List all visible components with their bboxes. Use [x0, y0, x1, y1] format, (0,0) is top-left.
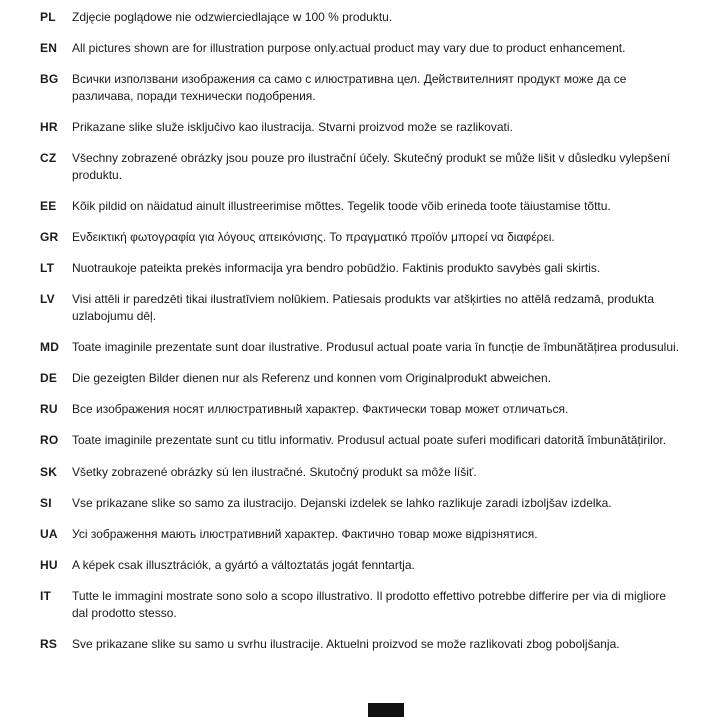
disclaimer-row [40, 119, 680, 136]
language-code: EE [40, 199, 57, 214]
disclaimer-text: Prikazane slike služe isključivo kao ilustracija. Stvarni proizvod može se razlikovati. [72, 120, 513, 135]
language-code: UA [40, 526, 58, 541]
disclaimer-text: Ενδεικτική φωτογραφία για λόγους απεικόνισης. Το πραγματικό προϊόν μπορεί να διαφέρει. [72, 230, 555, 245]
language-code: CZ [40, 151, 57, 166]
language-code: HU [40, 557, 58, 572]
disclaimer-row [40, 150, 680, 184]
language-code: RO [40, 433, 59, 448]
language-code: IT [40, 588, 52, 603]
disclaimer-row [40, 588, 680, 622]
disclaimer-text: Vse prikazane slike so samo za ilustracijo. Dejanski izdelek se lahko razlikuje zaradi izboljšav izdelka. [72, 495, 612, 510]
language-code: DE [40, 371, 58, 386]
disclaimer-row [40, 495, 680, 512]
disclaimer-text: A képek csak illusztrációk, a gyártó a változtatás jogát fenntartja. [72, 557, 415, 572]
disclaimer-row [40, 339, 680, 356]
disclaimer-text: Kõik pildid on näidatud ainult illustreerimise mõttes. Tegelik toode võib erineda toote täiustamise tõttu. [72, 199, 611, 214]
disclaimer-text: Visi attēli ir paredzēti tikai ilustratīviem nolūkiem. Patiesais produkts var atšķirties no attēlā redzamā, produkta uzlabojumu dēļ. [72, 292, 655, 324]
language-code: RS [40, 636, 58, 651]
disclaimer-row [40, 40, 680, 57]
disclaimer-row [40, 229, 680, 246]
language-code: MD [40, 340, 60, 355]
disclaimer-row [40, 291, 680, 325]
disclaimer-text: Sve prikazane slike su samo u svrhu ilustracije. Aktuelni proizvod se može razlikovati zbog poboljšanja. [72, 636, 620, 651]
disclaimer-text: Nuotraukoje pateikta prekės informacija yra bendro pobūdžio. Faktinis produkto savybės gali skirtis. [72, 261, 601, 276]
language-code: EN [40, 41, 58, 56]
language-code: HR [40, 120, 58, 135]
disclaimer-row [40, 526, 680, 543]
disclaimer-row [40, 71, 680, 105]
disclaimer-row [40, 557, 680, 574]
language-code: BG [40, 72, 59, 87]
disclaimer-text: Všetky zobrazené obrázky sú len ilustračné. Skutočný produkt sa môže líšiť. [72, 464, 477, 479]
disclaimer-text: Toate imaginile prezentate sunt doar ilustrative. Produsul actual poate varia în funcție de îmbunătățirea produsului. [72, 340, 680, 355]
disclaimer-text: Zdjęcie poglądowe nie odzwierciedlające w 100 % produktu. [72, 10, 393, 24]
language-code: LV [40, 292, 55, 307]
disclaimer-text: Усі зображення мають ілюстративний характер. Фактично товар може відрізнятися. [72, 526, 538, 541]
disclaimer-text: Die gezeigten Bilder dienen nur als Referenz und konnen vom Originalprodukt abweichen. [72, 371, 551, 386]
disclaimer-row [40, 432, 680, 449]
disclaimer-row [40, 636, 680, 653]
language-code: RU [40, 402, 58, 417]
disclaimer-row [40, 260, 680, 277]
footer-mark [368, 703, 404, 717]
disclaimer-text: Všechny zobrazené obrázky jsou pouze pro ilustrační účely. Skutečný produkt se může lišit v důsledku vylepšení produktu. [72, 151, 671, 183]
language-code: SI [40, 495, 52, 510]
language-code: PL [40, 10, 56, 24]
disclaimer-row [40, 464, 680, 481]
disclaimer-text: Toate imaginile prezentate sunt cu titlu informativ. Produsul actual poate suferi modificari datorită îmbunătățirilor. [72, 433, 667, 448]
disclaimer-text: All pictures shown are for illustration purpose only.actual product may vary due to product enhancement. [72, 41, 626, 56]
language-code: LT [40, 261, 55, 276]
disclaimer-row [40, 198, 680, 215]
disclaimer-row [40, 401, 680, 418]
language-code: SK [40, 464, 58, 479]
disclaimer-text: Всички използвани изображения са само с илюстративна цел. Действителният продукт може да се различава, поради технически подобрения. [72, 72, 627, 104]
disclaimer-row [40, 370, 680, 387]
language-code: GR [40, 230, 59, 245]
disclaimer-text: Tutte le immagini mostrate sono solo a scopo illustrativo. Il prodotto effettivo potrebbe differire per via di migliore dal prodotto stesso. [72, 588, 667, 620]
disclaimer-text: Все изображения носят иллюстративный характер. Фактически товар может отличаться. [72, 402, 569, 417]
disclaimer-row [40, 9, 680, 26]
